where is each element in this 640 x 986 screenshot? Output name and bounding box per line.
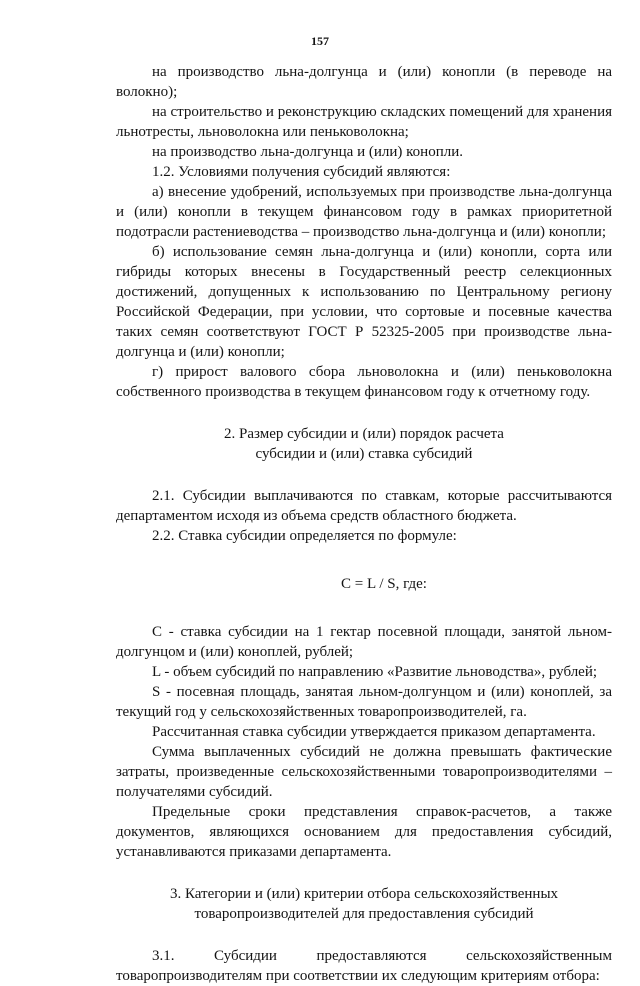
- paragraph: 3.1. Субсидии предоставляются сельскохозяйственным товаропроизводителям при соответствии их следующим критериям отбора:: [116, 948, 612, 984]
- formula: C = L / S, где:: [341, 576, 427, 592]
- page-number: 157: [311, 34, 329, 48]
- paragraph: Предельные сроки представления справок-расчетов, а также документов, являющихся основанием для предоставления субсидий, устанавливаются приказами департамента.: [116, 804, 612, 860]
- paragraph: C - ставка субсидии на 1 гектар посевной площади, занятой льном-долгунцом и (или) коноплей, рублей;: [116, 624, 612, 660]
- section-3-heading-line-1: 3. Категории и (или) критерии отбора сельскохозяйственных: [169, 886, 559, 902]
- spacer: [116, 594, 612, 622]
- paragraph: б) использование семян льна-долгунца и (или) конопли, сорта или гибриды которых внесены в Государственный реестр селекционных достижений, допущенных к использованию по Центральному региону Российской Федерации, при условии, что сортовые и посевные качества таких семян соответствуют ГОСТ Р 52325-2005 при производстве льна-долгунца и (или) конопли;: [116, 244, 612, 360]
- section-3-heading-line-2: товаропроизводителей для предоставления субсидий: [194, 906, 534, 922]
- paragraph: Сумма выплаченных субсидий не должна превышать фактические затраты, произведенные сельскохозяйственными товаропроизводителями – получателями субсидий.: [116, 744, 612, 800]
- paragraph: L - объем субсидий по направлению «Развитие льноводства», рублей;: [152, 664, 598, 680]
- paragraph: г) прирост валового сбора льноволокна и (или) пеньковолокна собственного производства в текущем финансовом году к отчетному году.: [116, 364, 612, 400]
- paragraph: S - посевная площадь, занятая льном-долгунцом и (или) коноплей, за текущий год у сельскохозяйственных товаропроизводителей, га.: [116, 684, 612, 720]
- section-2-heading-line-1: 2. Размер субсидии и (или) порядок расчета: [224, 426, 504, 442]
- section-2-heading-line-2: субсидии и (или) ставка субсидий: [255, 446, 473, 462]
- paragraph: на строительство и реконструкцию складских помещений для хранения льнотресты, льноволокна или пеньковолокна;: [116, 104, 612, 140]
- paragraph: на производство льна-долгунца и (или) конопли (в переводе на волокно);: [116, 64, 612, 100]
- paragraph: 1.2. Условиями получения субсидий являются:: [152, 164, 451, 180]
- spacer: [116, 924, 612, 946]
- paragraph: 2.1. Субсидии выплачиваются по ставкам, которые рассчитываются департаментом исходя из объема средств областного бюджета.: [116, 488, 612, 524]
- spacer: [116, 402, 612, 424]
- spacer: [116, 862, 612, 884]
- spacer: [116, 464, 612, 486]
- paragraph: на производство льна-долгунца и (или) конопли.: [152, 144, 463, 160]
- paragraph: а) внесение удобрений, используемых при производстве льна-долгунца и (или) конопли в текущем финансовом году в рамках приоритетной подотрасли растениеводства – производство льна-долгунца и (или) конопли;: [116, 184, 612, 240]
- document-body: [116, 62, 612, 986]
- paragraph: Рассчитанная ставка субсидии утверждается приказом департамента.: [152, 724, 596, 740]
- paragraph: 2.2. Ставка субсидии определяется по формуле:: [152, 528, 457, 544]
- spacer: [116, 546, 612, 574]
